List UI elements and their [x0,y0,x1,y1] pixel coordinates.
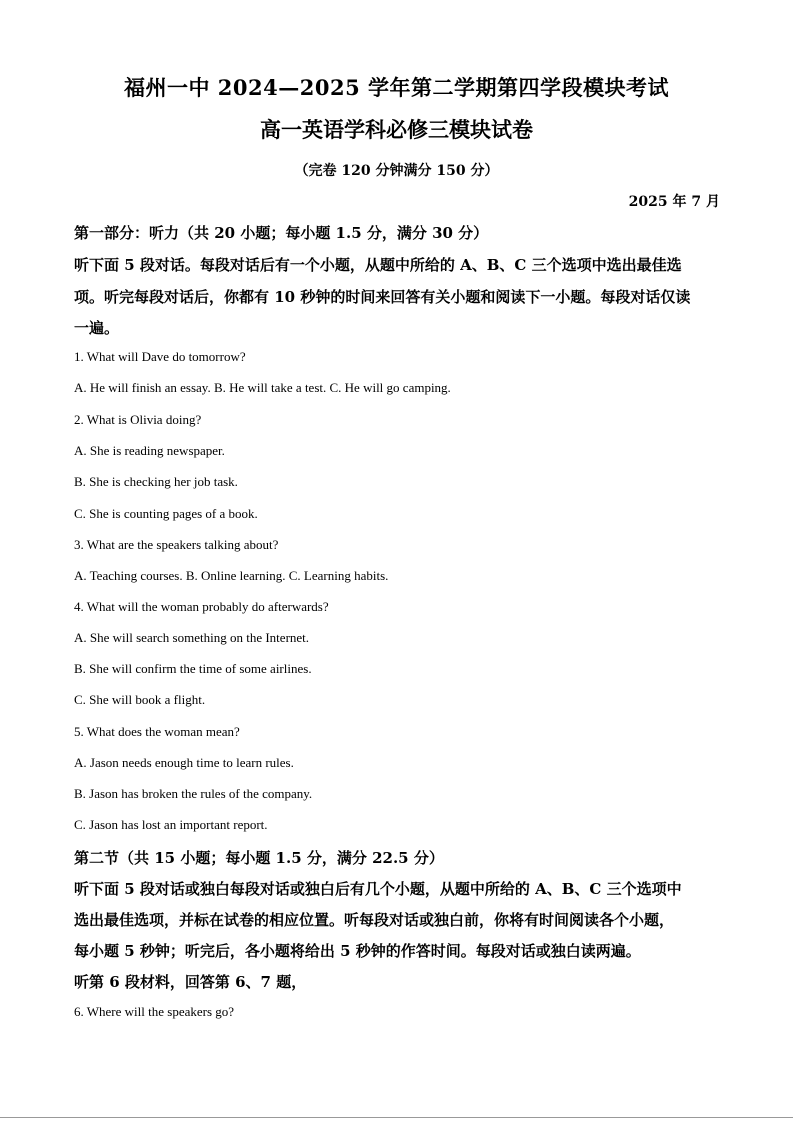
exam-date: 2025 年 7 月 [628,194,720,210]
exam-subtitle-course: 高一英语学科必修三模块试卷 [260,117,533,142]
question-5-option-c: C. Jason has lost an important report. [74,817,268,832]
exam-title: 福州一中 2024—2025 学年第二学期第四学段模块考试 [123,75,669,100]
question-4-option-c: C. She will book a flight. [74,692,206,707]
question-1-options: A. He will finish an essay. B. He will take a test. C. He will go camping. [74,380,451,395]
question-1: 1. What will Dave do tomorrow? [74,349,246,364]
exam-duration-score: （完卷 120 分钟满分 150 分） [294,163,499,179]
question-2: 2. What is Olivia doing? [74,412,202,427]
part2-instruction-line: 每小题 5 秒钟；听完后，各小题将给出 5 秒钟的作答时间。每段对话或独白读两遍。 [74,942,641,960]
page-bottom-rule [0,1117,793,1118]
question-2-option-c: C. She is counting pages of a book. [74,506,258,521]
question-4: 4. What will the woman probably do afterwards? [74,599,329,614]
part1-instruction-line: 听下面 5 段对话。每段对话后有一个小题，从题中所给的 A、B、C 三个选项中选出最佳选 [74,256,682,274]
part2-heading: 第二节（共 15 小题；每小题 1.5 分，满分 22.5 分） [74,849,444,867]
part2-instruction-line: 听下面 5 段对话或独白每段对话或独白后有几个小题，从题中所给的 A、B、C 三个选项中 [74,880,682,898]
question-6: 6. Where will the speakers go? [74,1004,235,1019]
question-4-option-a: A. She will search something on the Internet. [74,630,310,645]
question-2-option-a: A. She is reading newspaper. [74,443,225,458]
question-3-options: A. Teaching courses. B. Online learning. C. Learning habits. [74,568,389,583]
question-5: 5. What does the woman mean? [74,724,240,739]
question-3: 3. What are the speakers talking about? [74,537,279,552]
question-4-option-b: B. She will confirm the time of some airlines. [74,661,312,676]
question-2-option-b: B. She is checking her job task. [74,474,238,489]
question-5-option-b: B. Jason has broken the rules of the company. [74,786,313,801]
material-6-heading: 听第 6 段材料，回答第 6、7 题， [74,973,307,991]
part1-heading: 第一部分：听力（共 20 小题；每小题 1.5 分，满分 30 分） [74,224,489,242]
part1-instruction-line: 一遍。 [74,319,120,337]
part2-instruction-line: 选出最佳选项，并标在试卷的相应位置。听每段对话或独白前，你将有时间阅读各个小题， [74,911,675,929]
question-5-option-a: A. Jason needs enough time to learn rules. [74,755,294,770]
part1-instruction-line: 项。听完每段对话后，你都有 10 秒钟的时间来回答有关小题和阅读下一小题。每段对话仅读 [74,288,691,306]
